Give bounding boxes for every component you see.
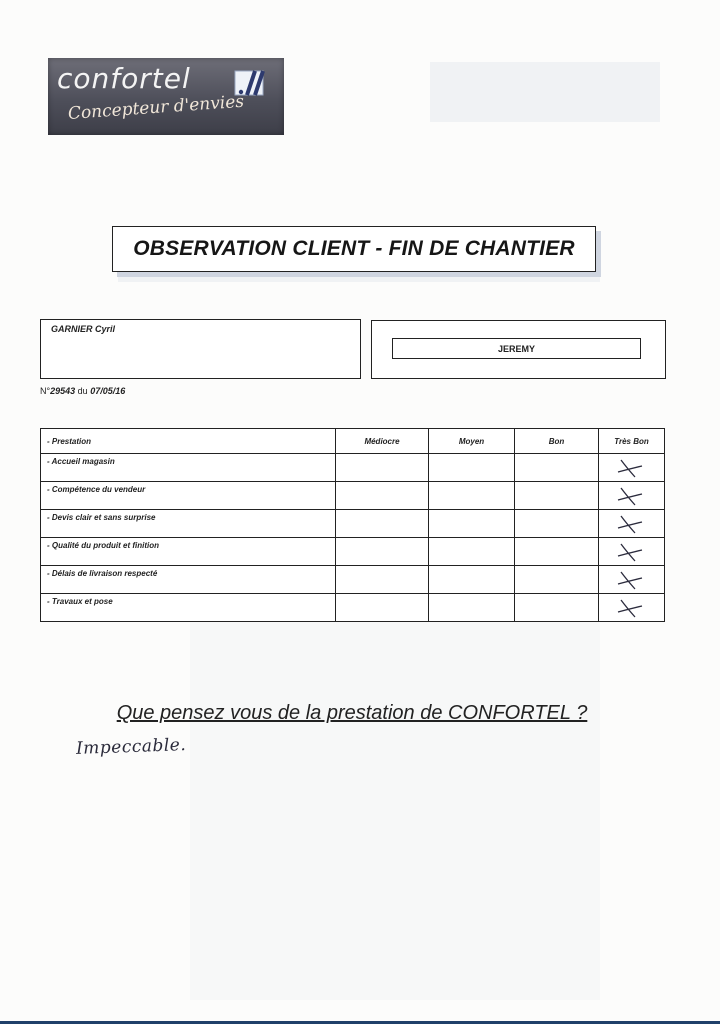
header-prestation: - Prestation — [41, 429, 336, 454]
logo-wordmark: confortel — [57, 62, 191, 95]
logo-tagline: Concepteur d'envies — [67, 91, 245, 124]
rating-cell — [429, 482, 515, 510]
rating-cell — [429, 538, 515, 566]
rating-cell — [429, 566, 515, 594]
rating-cell — [336, 482, 429, 510]
rating-cell — [515, 538, 599, 566]
rating-cell — [599, 454, 665, 482]
rating-cell — [515, 594, 599, 622]
client-box — [40, 319, 361, 379]
row-label: - Qualité du produit et finition — [41, 538, 336, 566]
rating-cell — [336, 510, 429, 538]
title-box — [112, 226, 596, 272]
rating-cell — [599, 510, 665, 538]
rating-cell — [515, 510, 599, 538]
document-title: OBSERVATION CLIENT - FIN DE CHANTIER — [133, 237, 575, 260]
header-bon: Bon — [515, 429, 599, 454]
row-label: - Devis clair et sans surprise — [41, 510, 336, 538]
rating-cell — [599, 538, 665, 566]
table-row — [41, 510, 665, 538]
show-through-mark — [190, 620, 600, 1000]
reference-du: du — [77, 386, 88, 396]
technician-box — [371, 320, 666, 379]
evaluation-table — [40, 428, 665, 622]
header-tres-bon: Très Bon — [599, 429, 665, 454]
row-label: - Délais de livraison respecté — [41, 566, 336, 594]
rating-cell — [599, 566, 665, 594]
rating-cell — [599, 482, 665, 510]
feedback-question: Que pensez vous de la prestation de CONFORTEL ? — [116, 702, 588, 724]
check-mark-icon — [615, 513, 645, 535]
rating-cell — [336, 594, 429, 622]
rating-cell — [515, 566, 599, 594]
table-row — [41, 454, 665, 482]
header-moyen: Moyen — [429, 429, 515, 454]
order-reference — [40, 386, 125, 396]
technician-name: JEREMY — [392, 338, 641, 359]
reference-number: 29543 — [50, 386, 76, 396]
table-row — [41, 594, 665, 622]
table-row — [41, 566, 665, 594]
check-mark-icon — [615, 541, 645, 563]
row-label: - Travaux et pose — [41, 594, 336, 622]
rating-cell — [336, 538, 429, 566]
rating-cell — [429, 594, 515, 622]
rating-cell — [336, 454, 429, 482]
header-mediocre: Médiocre — [336, 429, 429, 454]
rating-cell — [515, 454, 599, 482]
row-label: - Compétence du vendeur — [41, 482, 336, 510]
rating-cell — [429, 454, 515, 482]
check-mark-icon — [615, 597, 645, 619]
client-name: GARNIER Cyril — [51, 324, 116, 334]
row-label: - Accueil magasin — [41, 454, 336, 482]
check-mark-icon — [615, 485, 645, 507]
show-through-mark — [430, 62, 660, 122]
confortel-logo — [48, 58, 284, 135]
show-through-mark — [118, 274, 600, 282]
table-header-row — [41, 429, 665, 454]
table-row — [41, 538, 665, 566]
check-mark-icon — [615, 569, 645, 591]
rating-cell — [515, 482, 599, 510]
rating-cell — [336, 566, 429, 594]
reference-date: 07/05/16 — [90, 386, 126, 396]
rating-cell — [599, 594, 665, 622]
check-mark-icon — [615, 457, 645, 479]
handwritten-answer: Impeccable. — [75, 735, 187, 759]
reference-prefix: N° — [40, 386, 51, 396]
rating-cell — [429, 510, 515, 538]
table-row — [41, 482, 665, 510]
